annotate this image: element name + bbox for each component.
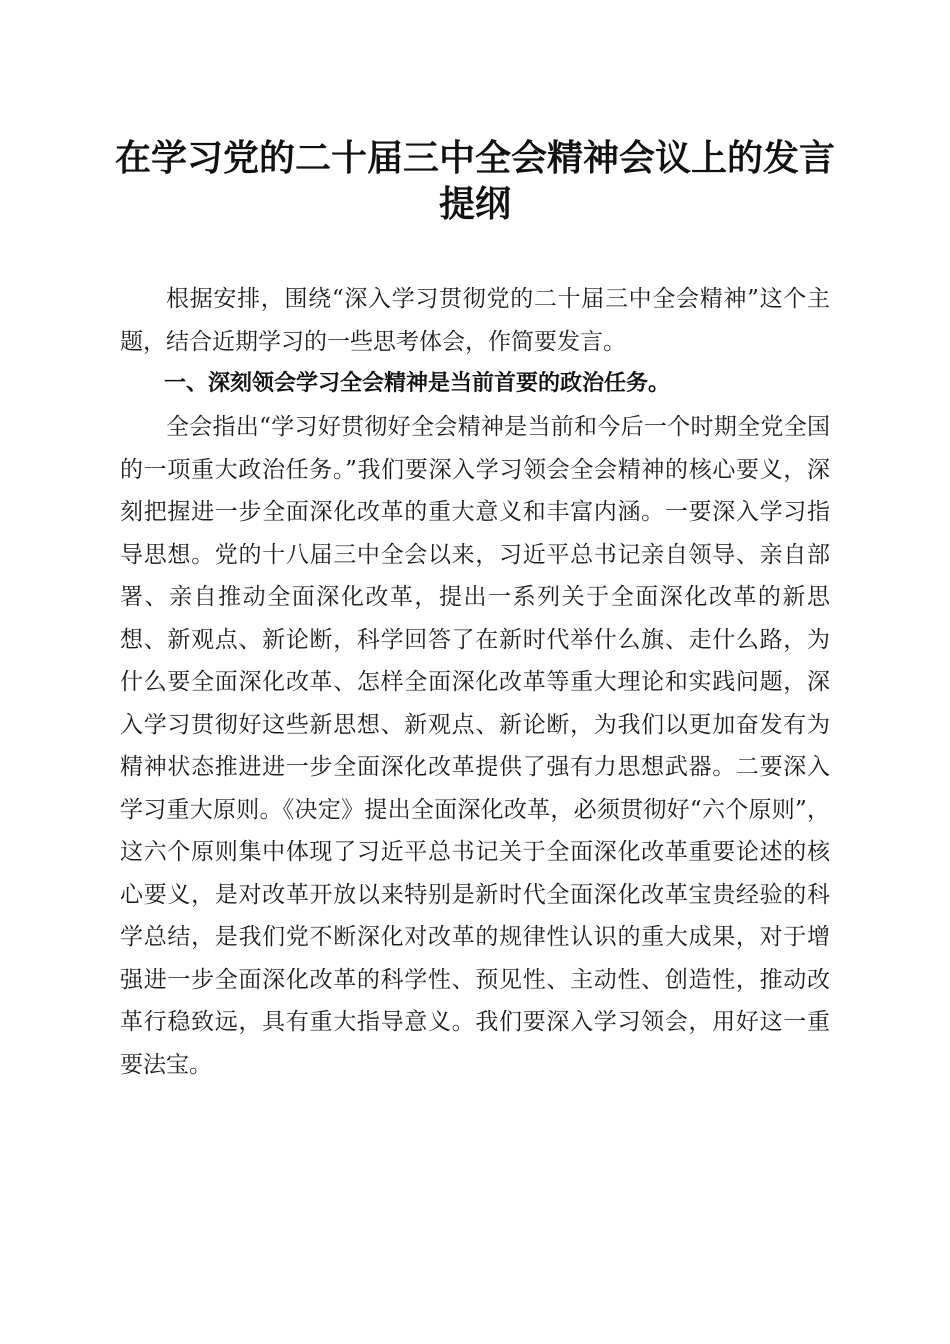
document-title: [100, 135, 850, 227]
section-paragraph: 全会指出“学习好贯彻好全会精神是当前和今后一个时期全党全国的一项重大政治任务。”我们要深入学习领会全会精神的核心要义，深刻把握进一步全面深化改革的重大意义和丰富内涵。一要深入学习指导思想。党的十八届三中全会以来，习近平总书记亲自领导、亲自部署、亲自推动全面深化改革，提出一系列关于全面深化改革的新思想、新观点、新论断，科学回答了在新时代举什么旗、走什么路，为什么要全面深化改革、怎样全面深化改革等重大理论和实践问题，深入学习贯彻好这些新思想、新观点、新论断，为我们以更加奋发有为精神状态推进进一步全面深化改革提供了强有力思想武器。二要深入学习重大原则。《决定》提出全面深化改革，必须贯彻好“六个原则”，这六个原则集中体现了习近平总书记关于全面深化改革重要论述的核心要义，是对改革开放以来特别是新时代全面深化改革宝贵经验的科学总结，是我们党不断深化对改革的规律性认识的重大成果，对于增强进一步全面深化改革的科学性、预见性、主动性、创造性，推动改革行稳致远，具有重大指导意义。我们要深入学习领会，用好这一重要法宝。: [120, 414, 830, 1078]
section-heading: 一、深刻领会学习全会精神是当前首要的政治任务。: [164, 371, 671, 396]
intro-paragraph: 根据安排，围绕“深入学习贯彻党的二十届三中全会精神”这个主题，结合近期学习的一些思考体会，作简要发言。: [120, 286, 830, 355]
title-line-1: 在学习党的二十届三中全会精神会议上的发言: [114, 137, 835, 179]
title-line-2: 提纲: [438, 183, 511, 225]
